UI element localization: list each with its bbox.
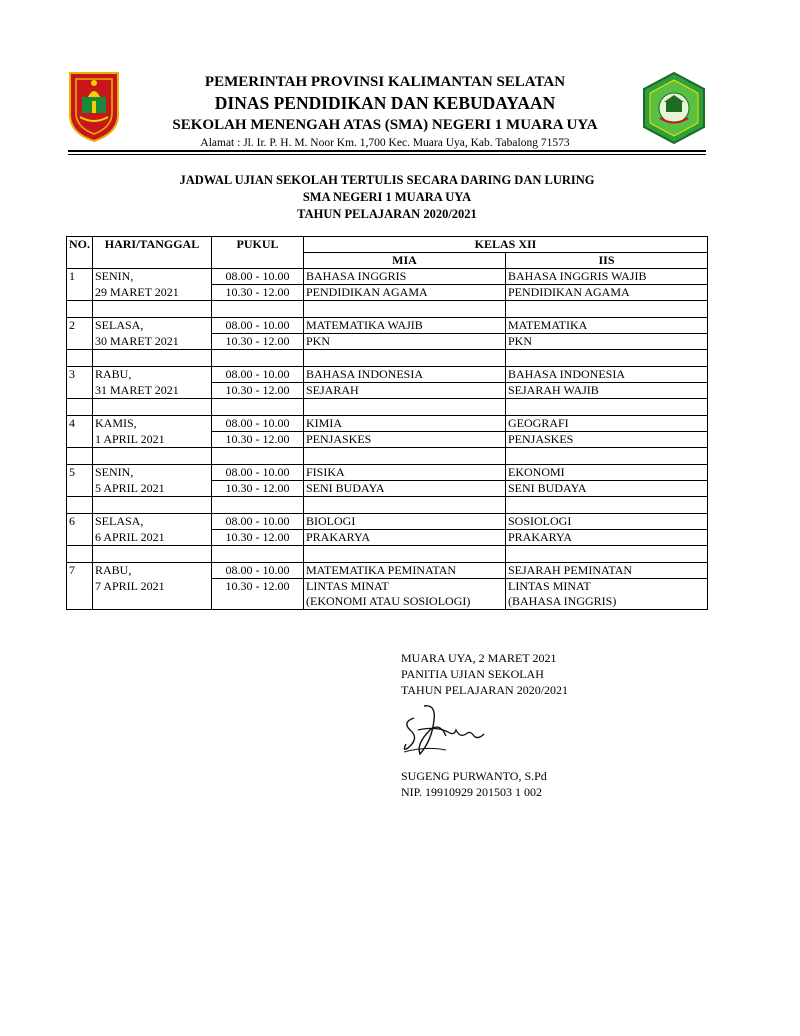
- table-spacer-row: [67, 546, 708, 563]
- cell-mia: PKN: [304, 334, 506, 350]
- cell-no: [67, 594, 93, 610]
- header-day: HARI/TANGGAL: [93, 237, 212, 269]
- cell-no: 7: [67, 563, 93, 579]
- table-spacer-row: [67, 301, 708, 318]
- table-row: [67, 334, 708, 350]
- cell-empty: [212, 546, 304, 563]
- cell-iis: GEOGRAFI: [506, 416, 708, 432]
- table-spacer-row: [67, 497, 708, 514]
- cell-day: SELASA,: [93, 318, 212, 334]
- cell-time: 10.30 - 12.00: [212, 481, 304, 497]
- cell-iis: SENI BUDAYA: [506, 481, 708, 497]
- cell-date: 31 MARET 2021: [93, 383, 212, 399]
- cell-mia: (EKONOMI ATAU SOSIOLOGI): [304, 594, 506, 610]
- cell-empty: [304, 350, 506, 367]
- letterhead-school: SEKOLAH MENENGAH ATAS (SMA) NEGERI 1 MUARA UYA: [172, 117, 598, 133]
- cell-empty: [506, 350, 708, 367]
- cell-empty: [93, 497, 212, 514]
- letterhead-government: PEMERINTAH PROVINSI KALIMANTAN SELATAN: [204, 74, 566, 90]
- cell-mia: SENI BUDAYA: [304, 481, 506, 497]
- province-logo: [68, 71, 120, 143]
- cell-iis: BAHASA INGGRIS WAJIB: [506, 269, 708, 285]
- table-row: [67, 318, 708, 334]
- document-title: [68, 172, 706, 223]
- cell-empty: [506, 546, 708, 563]
- table-row: [67, 367, 708, 383]
- cell-empty: [212, 350, 304, 367]
- header-no: NO.: [67, 237, 93, 269]
- letterhead-rule: [68, 150, 706, 152]
- cell-no: [67, 334, 93, 350]
- cell-mia: BAHASA INDONESIA: [304, 367, 506, 383]
- cell-iis: PENJASKES: [506, 432, 708, 448]
- cell-empty: [67, 546, 93, 563]
- cell-no: 6: [67, 514, 93, 530]
- title-line-2: SMA NEGERI 1 MUARA UYA: [302, 190, 472, 204]
- exam-schedule-table: [66, 236, 708, 610]
- cell-day: [93, 594, 212, 610]
- cell-day: SENIN,: [93, 269, 212, 285]
- cell-mia: BAHASA INGGRIS: [304, 269, 506, 285]
- table-body: [67, 269, 708, 610]
- table-row: [67, 285, 708, 301]
- header-time: PUKUL: [212, 237, 304, 269]
- letterhead-rule-thin: [68, 154, 706, 155]
- table-row: [67, 383, 708, 399]
- sign-nip: NIP. 19910929 201503 1 002: [401, 785, 543, 799]
- cell-empty: [304, 497, 506, 514]
- cell-empty: [212, 399, 304, 416]
- cell-date: 1 APRIL 2021: [93, 432, 212, 448]
- header-iis: IIS: [506, 253, 708, 269]
- cell-mia: SEJARAH: [304, 383, 506, 399]
- table-row: [67, 530, 708, 546]
- cell-empty: [212, 301, 304, 318]
- cell-no: 5: [67, 465, 93, 481]
- cell-day: KAMIS,: [93, 416, 212, 432]
- table-row: [67, 579, 708, 595]
- table-row: [67, 432, 708, 448]
- cell-empty: [67, 350, 93, 367]
- cell-time: [212, 594, 304, 610]
- cell-iis: (BAHASA INGGRIS): [506, 594, 708, 610]
- sign-place-date: MUARA UYA, 2 MARET 2021: [401, 651, 557, 665]
- cell-time: 08.00 - 10.00: [212, 563, 304, 579]
- cell-mia: MATEMATIKA PEMINATAN: [304, 563, 506, 579]
- table-row: [67, 563, 708, 579]
- cell-mia: KIMIA: [304, 416, 506, 432]
- letterhead: [125, 72, 645, 151]
- cell-empty: [304, 301, 506, 318]
- cell-iis: EKONOMI: [506, 465, 708, 481]
- cell-empty: [93, 399, 212, 416]
- table-spacer-row: [67, 399, 708, 416]
- cell-empty: [212, 497, 304, 514]
- cell-time: 08.00 - 10.00: [212, 318, 304, 334]
- cell-no: 4: [67, 416, 93, 432]
- table-row: [67, 514, 708, 530]
- handwritten-signature: [396, 700, 496, 760]
- title-line-1: JADWAL UJIAN SEKOLAH TERTULIS SECARA DARING DAN LURING: [179, 173, 595, 187]
- cell-empty: [93, 350, 212, 367]
- cell-empty: [67, 399, 93, 416]
- cell-iis: LINTAS MINAT: [506, 579, 708, 595]
- cell-iis: SEJARAH PEMINATAN: [506, 563, 708, 579]
- cell-iis: PENDIDIKAN AGAMA: [506, 285, 708, 301]
- cell-time: 10.30 - 12.00: [212, 579, 304, 595]
- letterhead-department: DINAS PENDIDIKAN DAN KEBUDAYAAN: [214, 93, 556, 113]
- cell-iis: MATEMATIKA: [506, 318, 708, 334]
- school-logo: [640, 71, 708, 145]
- cell-mia: PENDIDIKAN AGAMA: [304, 285, 506, 301]
- cell-day: SENIN,: [93, 465, 212, 481]
- cell-no: [67, 481, 93, 497]
- cell-time: 10.30 - 12.00: [212, 334, 304, 350]
- cell-no: [67, 432, 93, 448]
- cell-no: [67, 579, 93, 595]
- cell-date: 29 MARET 2021: [93, 285, 212, 301]
- cell-empty: [93, 546, 212, 563]
- header-mia: MIA: [304, 253, 506, 269]
- cell-no: [67, 530, 93, 546]
- cell-no: 2: [67, 318, 93, 334]
- cell-mia: PENJASKES: [304, 432, 506, 448]
- cell-no: 1: [67, 269, 93, 285]
- cell-mia: BIOLOGI: [304, 514, 506, 530]
- cell-mia: FISIKA: [304, 465, 506, 481]
- sign-name: SUGENG PURWANTO, S.Pd: [401, 769, 547, 783]
- cell-no: [67, 383, 93, 399]
- cell-day: SELASA,: [93, 514, 212, 530]
- cell-mia: LINTAS MINAT: [304, 579, 506, 595]
- cell-time: 08.00 - 10.00: [212, 367, 304, 383]
- cell-empty: [304, 546, 506, 563]
- cell-time: 08.00 - 10.00: [212, 514, 304, 530]
- table-row: [67, 594, 708, 610]
- cell-empty: [506, 301, 708, 318]
- cell-iis: PKN: [506, 334, 708, 350]
- cell-iis: PRAKARYA: [506, 530, 708, 546]
- cell-empty: [93, 448, 212, 465]
- cell-date: 5 APRIL 2021: [93, 481, 212, 497]
- sign-committee: PANITIA UJIAN SEKOLAH: [401, 667, 544, 681]
- cell-date: 7 APRIL 2021: [93, 579, 212, 595]
- cell-time: 10.30 - 12.00: [212, 285, 304, 301]
- table-row: [67, 269, 708, 285]
- cell-no: [67, 285, 93, 301]
- title-line-3: TAHUN PELAJARAN 2020/2021: [297, 207, 477, 221]
- letterhead-address: Alamat : Jl. Ir. P. H. M. Noor Km. 1,700 Kec. Muara Uya, Kab. Tabalong 71573: [200, 137, 570, 149]
- cell-mia: PRAKARYA: [304, 530, 506, 546]
- cell-empty: [506, 399, 708, 416]
- cell-iis: SOSIOLOGI: [506, 514, 708, 530]
- cell-iis: SEJARAH WAJIB: [506, 383, 708, 399]
- table-spacer-row: [67, 448, 708, 465]
- table-row: [67, 481, 708, 497]
- sign-year: TAHUN PELAJARAN 2020/2021: [401, 683, 569, 697]
- cell-time: 08.00 - 10.00: [212, 416, 304, 432]
- table-row: [67, 465, 708, 481]
- cell-empty: [67, 497, 93, 514]
- cell-time: 10.30 - 12.00: [212, 383, 304, 399]
- cell-iis: BAHASA INDONESIA: [506, 367, 708, 383]
- cell-time: 10.30 - 12.00: [212, 432, 304, 448]
- cell-empty: [67, 301, 93, 318]
- cell-day: RABU,: [93, 563, 212, 579]
- cell-no: 3: [67, 367, 93, 383]
- table-spacer-row: [67, 350, 708, 367]
- cell-empty: [506, 497, 708, 514]
- cell-date: 30 MARET 2021: [93, 334, 212, 350]
- cell-empty: [212, 448, 304, 465]
- cell-day: RABU,: [93, 367, 212, 383]
- cell-time: 08.00 - 10.00: [212, 465, 304, 481]
- cell-empty: [93, 301, 212, 318]
- cell-empty: [304, 399, 506, 416]
- header-class: KELAS XII: [304, 237, 708, 253]
- table-row: [67, 416, 708, 432]
- cell-time: 10.30 - 12.00: [212, 530, 304, 546]
- cell-date: 6 APRIL 2021: [93, 530, 212, 546]
- cell-empty: [304, 448, 506, 465]
- cell-mia: MATEMATIKA WAJIB: [304, 318, 506, 334]
- cell-time: 08.00 - 10.00: [212, 269, 304, 285]
- cell-empty: [506, 448, 708, 465]
- cell-empty: [67, 448, 93, 465]
